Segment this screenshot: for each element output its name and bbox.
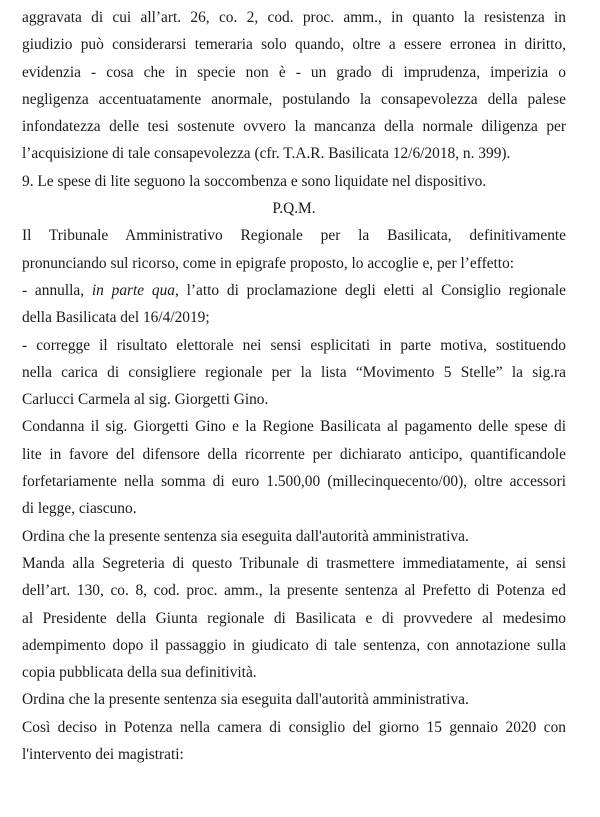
text-line: negligenza accentuatamente anormale, postulando la consapevolezza della palese	[22, 90, 566, 108]
text-line: Ordina che la presente sentenza sia eseguita dall'autorità amministrativa.	[22, 527, 469, 545]
text-line: Manda alla Segreteria di questo Tribunale di trasmettere immediatamente, ai sensi	[22, 554, 566, 572]
text-line: forfetariamente nella somma di euro 1.500,00 (millecinquecento/00), oltre accessori	[22, 473, 566, 491]
text-line: nella carica di consigliere regionale per la lista “Movimento 5 Stelle” la sig.ra	[22, 363, 566, 381]
text-line: giudizio può considerarsi temeraria solo quando, oltre a essere erronea in diritto,	[22, 36, 566, 54]
text-line: - corregge il risultato elettorale nei sensi esplicitati in parte motiva, sostituendo	[22, 336, 566, 354]
text-line: di legge, ciascuno.	[22, 500, 137, 518]
italic-phrase: in parte qua	[91, 281, 175, 299]
text-line: lite in favore del difensore della ricorrente per dichiarato anticipo, quantificandole	[22, 445, 566, 463]
text-segment: , l’atto di proclamazione degli eletti al Consiglio regionale	[175, 281, 566, 299]
text-line: Il Tribunale Amministrativo Regionale per la Basilicata, definitivamente	[22, 227, 566, 245]
text-line: aggravata di cui all’art. 26, co. 2, cod. proc. amm., in quanto la resistenza in	[22, 9, 566, 26]
text-line: Condanna il sig. Giorgetti Gino e la Regione Basilicata al pagamento delle spese di	[22, 418, 566, 436]
text-line: copia pubblicata della sua definitività.	[22, 664, 257, 682]
text-line: adempimento dopo il passaggio in giudicato di tale sentenza, con annotazione sulla	[22, 636, 566, 654]
text-line: Così deciso in Potenza nella camera di consiglio del giorno 15 gennaio 2020 con	[22, 718, 566, 736]
text-line: Carlucci Carmela al sig. Giorgetti Gino.	[22, 391, 269, 409]
text-line: della Basilicata del 16/4/2019;	[22, 309, 210, 327]
text-line: dell’art. 130, co. 8, cod. proc. amm., la presente sentenza al Prefetto di Potenza ed	[22, 582, 566, 600]
text-line: l’acquisizione di tale consapevolezza (cfr. T.A.R. Basilicata 12/6/2018, n. 399).	[22, 145, 511, 163]
judgment-text	[22, 4, 566, 768]
text-line: l'intervento dei magistrati:	[22, 746, 184, 764]
text-line	[22, 277, 566, 304]
text-line: al Presidente della Giunta regionale di Basilicata e di provvedere al medesimo	[22, 609, 566, 627]
text-line: evidenzia - cosa che in specie non è - un grado di imprudenza, imperizia o	[22, 63, 566, 81]
text-line: 9. Le spese di lite seguono la soccombenza e sono liquidate nel dispositivo.	[22, 172, 487, 190]
text-line: Ordina che la presente sentenza sia eseguita dall'autorità amministrativa.	[22, 691, 469, 709]
text-line: pronunciando sul ricorso, come in epigrafe proposto, lo accoglie e, per l’effetto:	[22, 254, 515, 272]
text-segment: - annulla,	[22, 281, 92, 299]
text-line: infondatezza delle tesi sostenute ovvero la mancanza della normale diligenza per	[22, 118, 566, 136]
section-heading: P.Q.M.	[272, 200, 316, 218]
